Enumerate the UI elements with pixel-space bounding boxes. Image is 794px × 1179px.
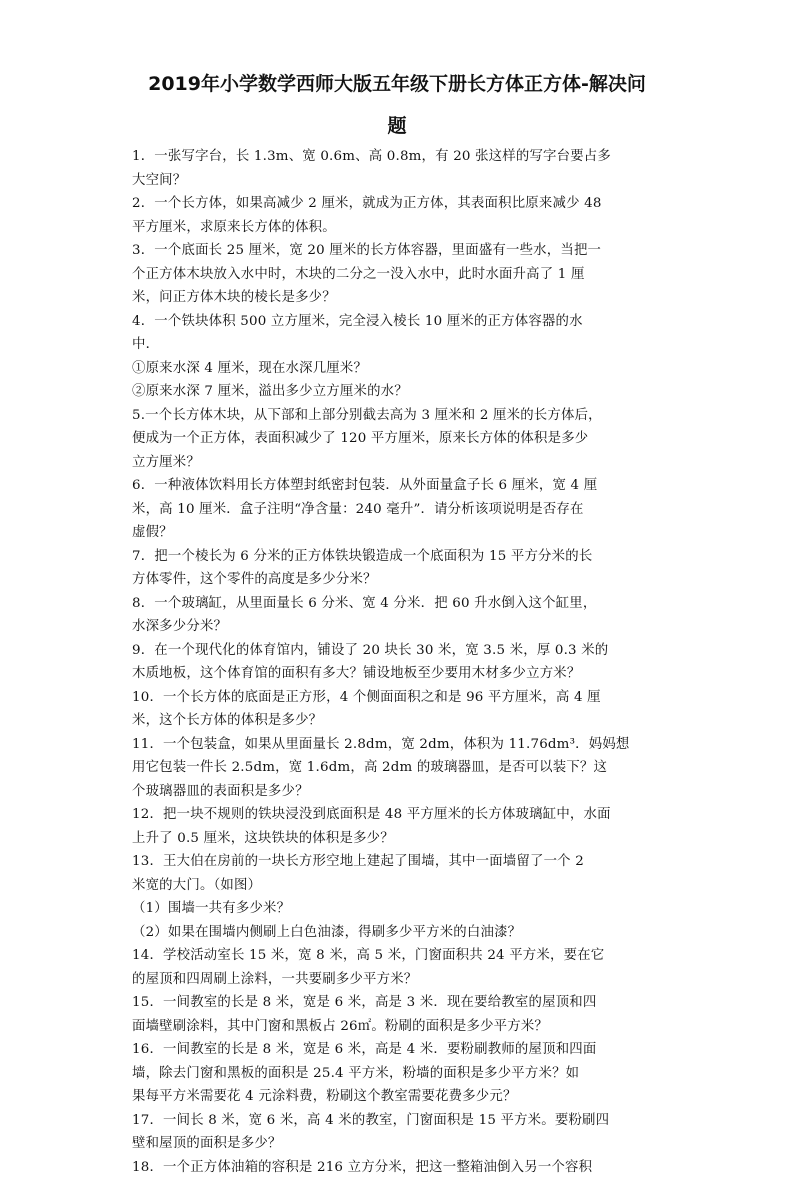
text-line: 13．王大伯在房前的一块长方形空地上建起了围墙，其中一面墙留了一个 2 <box>132 850 662 874</box>
text-line: 3．一个底面长 25 厘米，宽 20 厘米的长方体容器，里面盛有一些水，当把一 <box>132 239 662 263</box>
text-line: 米，问正方体木块的棱长是多少？ <box>132 286 662 310</box>
text-line: 米，高 10 厘米．盒子注明“净含量：240 毫升”．请分析该项说明是否存在 <box>132 498 662 522</box>
text-line: 米宽的大门。（如图） <box>132 874 662 898</box>
text-line: 水深多少分米？ <box>132 615 662 639</box>
text-line: 14．学校活动室长 15 米，宽 8 米，高 5 米，门窗面积共 24 平方米，要在它 <box>132 944 662 968</box>
text-line: 16．一间教室的长是 8 米，宽是 6 米，高是 4 米．要粉刷教师的屋顶和四面 <box>132 1038 662 1062</box>
text-line: 12．把一块不规则的铁块浸没到底面积是 48 平方厘米的长方体玻璃缸中，水面 <box>132 803 662 827</box>
text-line: 4．一个铁块体积 500 立方厘米，完全浸入棱长 10 厘米的正方体容器的水 <box>132 310 662 334</box>
text-line: 中． <box>132 333 662 357</box>
text-line: 10．一个长方体的底面是正方形，4 个侧面面积之和是 96 平方厘米，高 4 厘 <box>132 686 662 710</box>
text-line: 上升了 0.5 厘米，这块铁块的体积是多少？ <box>132 827 662 851</box>
problem-list <box>132 145 662 1179</box>
text-line: 墙，除去门窗和黑板的面积是 25.4 平方米，粉墙的面积是多少平方米？如 <box>132 1062 662 1086</box>
text-line: 8．一个玻璃缸，从里面量长 6 分米、宽 4 分米．把 60 升水倒入这个缸里， <box>132 592 662 616</box>
text-line: 米，这个长方体的体积是多少？ <box>132 709 662 733</box>
text-line: 2．一个长方体，如果高减少 2 厘米，就成为正方体，其表面积比原来减少 48 <box>132 192 662 216</box>
text-line: 大空间？ <box>132 169 662 193</box>
page-title-continued: 题 <box>120 112 674 140</box>
text-line: 9．在一个现代化的体育馆内，铺设了 20 块长 30 米，宽 3.5 米，厚 0.3 米的 <box>132 639 662 663</box>
text-line: 虚假？ <box>132 521 662 545</box>
text-line: 15．一间教室的长是 8 米，宽是 6 米，高是 3 米．现在要给教室的屋顶和四 <box>132 991 662 1015</box>
text-line: ①原来水深 4 厘米，现在水深几厘米？ <box>132 357 662 381</box>
text-line: 7．把一个棱长为 6 分米的正方体铁块锻造成一个底面积为 15 平方分米的长 <box>132 545 662 569</box>
text-line: 18．一个正方体油箱的容积是 216 立方分米，把这一整箱油倒入另一个容积 <box>132 1156 662 1179</box>
text-line: 个玻璃器皿的表面积是多少？ <box>132 780 662 804</box>
text-line: 平方厘米，求原来长方体的体积。 <box>132 216 662 240</box>
text-line: 用它包装一件长 2.5dm，宽 1.6dm，高 2dm 的玻璃器皿，是否可以装下？这 <box>132 756 662 780</box>
text-line: 木质地板，这个体育馆的面积有多大？铺设地板至少要用木材多少立方米？ <box>132 662 662 686</box>
text-line: 11．一个包装盒，如果从里面量长 2.8dm，宽 2dm，体积为 11.76dm³．妈妈想 <box>132 733 662 757</box>
text-line: 方体零件，这个零件的高度是多少分米？ <box>132 568 662 592</box>
text-line: 面墙壁刷涂料，其中门窗和黑板占 26㎡。粉刷的面积是多少平方米？ <box>132 1015 662 1039</box>
text-line: 17．一间长 8 米，宽 6 米，高 4 米的教室，门窗面积是 15 平方米。要粉刷四 <box>132 1109 662 1133</box>
text-line: 1．一张写字台，长 1.3m、宽 0.6m、高 0.8m，有 20 张这样的写字台要占多 <box>132 145 662 169</box>
text-line: 个正方体木块放入水中时，木块的二分之一没入水中，此时水面升高了 1 厘 <box>132 263 662 287</box>
text-line: 6．一种液体饮料用长方体塑封纸密封包装．从外面量盒子长 6 厘米，宽 4 厘 <box>132 474 662 498</box>
text-line: 壁和屋顶的面积是多少？ <box>132 1132 662 1156</box>
text-line: （2）如果在围墙内侧刷上白色油漆，得刷多少平方米的白油漆？ <box>132 921 662 945</box>
text-line: 的屋顶和四周刷上涂料，一共要刷多少平方米？ <box>132 968 662 992</box>
text-line: 立方厘米？ <box>132 451 662 475</box>
text-line: 5.一个长方体木块，从下部和上部分别截去高为 3 厘米和 2 厘米的长方体后， <box>132 404 662 428</box>
text-line: 果每平方米需要花 4 元涂料费，粉刷这个教室需要花费多少元？ <box>132 1085 662 1109</box>
text-line: 便成为一个正方体，表面积减少了 120 平方厘米，原来长方体的体积是多少 <box>132 427 662 451</box>
page-title: 2019年小学数学西师大版五年级下册长方体正方体-解决问 <box>120 70 674 98</box>
text-line: ②原来水深 7 厘米，溢出多少立方厘米的水？ <box>132 380 662 404</box>
text-line: （1）围墙一共有多少米？ <box>132 897 662 921</box>
